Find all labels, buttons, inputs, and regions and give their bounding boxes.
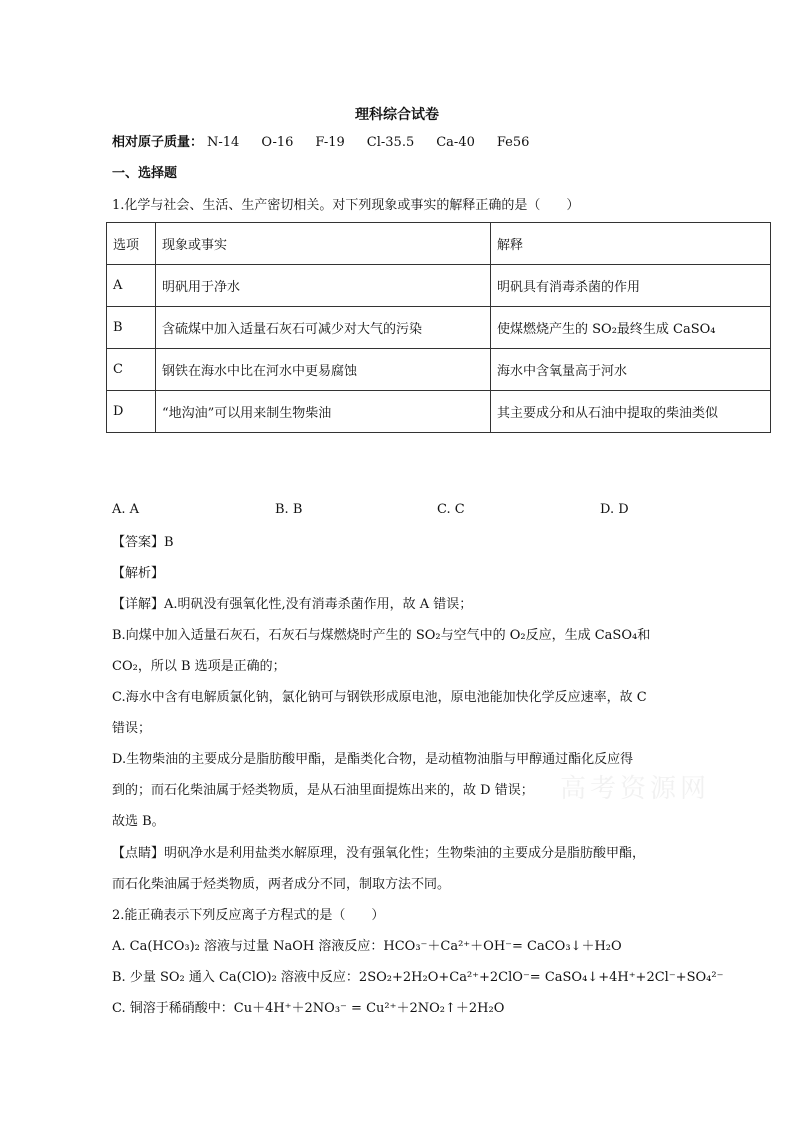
section-heading: 一、选择题 — [112, 166, 178, 181]
q1-option-d: D. D — [600, 502, 629, 517]
q1-table — [106, 222, 771, 433]
table-row — [107, 391, 771, 433]
table-cell: B — [107, 307, 156, 349]
table-header-row — [107, 223, 771, 265]
table-cell: 明矾具有消毒杀菌的作用 — [491, 265, 771, 307]
table-cell: 使煤燃烧产生的 SO₂最终生成 CaSO₄ — [491, 307, 771, 349]
table-row — [107, 349, 771, 391]
q1-answer: 【答案】B — [112, 535, 174, 550]
q1-option-a: A. A — [112, 502, 140, 517]
table-cell: 含硫煤中加入适量石灰石可减少对大气的污染 — [156, 307, 491, 349]
table-cell: D — [107, 391, 156, 433]
q1-detail-line: 故选 B。 — [112, 814, 165, 829]
q1-detail-line: C.海水中含有电解质氯化钠，氯化钠可与钢铁形成原电池，原电池能加快化学反应速率，故 C — [112, 690, 647, 705]
atomic-mass-item: Cl-35.5 — [366, 135, 415, 150]
table-cell: 其主要成分和从石油中提取的柴油类似 — [491, 391, 771, 433]
atomic-mass-item: F-19 — [315, 135, 345, 150]
table-cell: A — [107, 265, 156, 307]
table-cell: 钢铁在海水中比在河水中更易腐蚀 — [156, 349, 491, 391]
q1-detail-line: B.向煤中加入适量石灰石，石灰石与煤燃烧时产生的 SO₂与空气中的 O₂反应，生成 CaSO₄和 — [112, 628, 651, 643]
table-header-cell: 解释 — [491, 223, 771, 265]
table-row — [107, 265, 771, 307]
q2-option-c: C. 铜溶于稀硝酸中：Cu＋4H⁺＋2NO₃⁻ = Cu²⁺＋2NO₂↑＋2H₂O — [112, 1001, 505, 1016]
q1-stem: 1.化学与社会、生活、生产密切相关。对下列现象或事实的解释正确的是（ ） — [112, 198, 580, 213]
atomic-mass-item: O-16 — [261, 135, 294, 150]
q1-option-b: B. B — [275, 502, 303, 517]
table-cell: C — [107, 349, 156, 391]
table-row — [107, 307, 771, 349]
q2-option-b: B. 少量 SO₂ 通入 Ca(ClO)₂ 溶液中反应：2SO₂+2H₂O+Ca²⁺+2ClO⁻= CaSO₄↓+4H⁺+2Cl⁻+SO₄²⁻ — [112, 970, 724, 985]
atomic-mass-item: Ca-40 — [436, 135, 475, 150]
q2-option-a: A. Ca(HCO₃)₂ 溶液与过量 NaOH 溶液反应：HCO₃⁻＋Ca²⁺＋OH⁻= CaCO₃↓＋H₂O — [112, 939, 622, 954]
q1-analysis-label: 【解析】 — [112, 566, 165, 581]
q1-detail-line: 到的；而石化柴油属于烃类物质，是从石油里面提炼出来的，故 D 错误； — [112, 783, 534, 798]
q2-stem: 2.能正确表示下列反应离子方程式的是（ ） — [112, 908, 385, 923]
atomic-mass-label: 相对原子质量： — [112, 135, 204, 150]
table-header-cell: 选项 — [107, 223, 156, 265]
exam-title: 理科综合试卷 — [355, 107, 439, 123]
atomic-mass-line — [112, 134, 551, 152]
atomic-mass-item: Fe56 — [496, 135, 530, 150]
q1-detail-line: CO₂，所以 B 选项是正确的； — [112, 659, 286, 674]
table-cell: 海水中含氧量高于河水 — [491, 349, 771, 391]
q1-detail-line: 【详解】A.明矾没有强氧化性,没有消毒杀菌作用，故 A 错误； — [112, 597, 473, 612]
atomic-mass-item: N-14 — [207, 135, 240, 150]
watermark: 高考资源网 — [560, 774, 711, 804]
table-cell: “地沟油”可以用来制生物柴油 — [156, 391, 491, 433]
q1-comment-line: 而石化柴油属于烃类物质，两者成分不同，制取方法不同。 — [112, 877, 451, 892]
q1-detail-line: 错误； — [112, 721, 152, 736]
q1-comment-line: 【点睛】明矾净水是利用盐类水解原理，没有强氧化性；生物柴油的主要成分是脂肪酸甲酯， — [112, 846, 646, 861]
table-cell: 明矾用于净水 — [156, 265, 491, 307]
table-header-cell: 现象或事实 — [156, 223, 491, 265]
q1-detail-line: D.生物柴油的主要成分是脂肪酸甲酯，是酯类化合物，是动植物油脂与甲醇通过酯化反应得 — [112, 752, 634, 767]
q1-option-c: C. C — [437, 502, 465, 517]
